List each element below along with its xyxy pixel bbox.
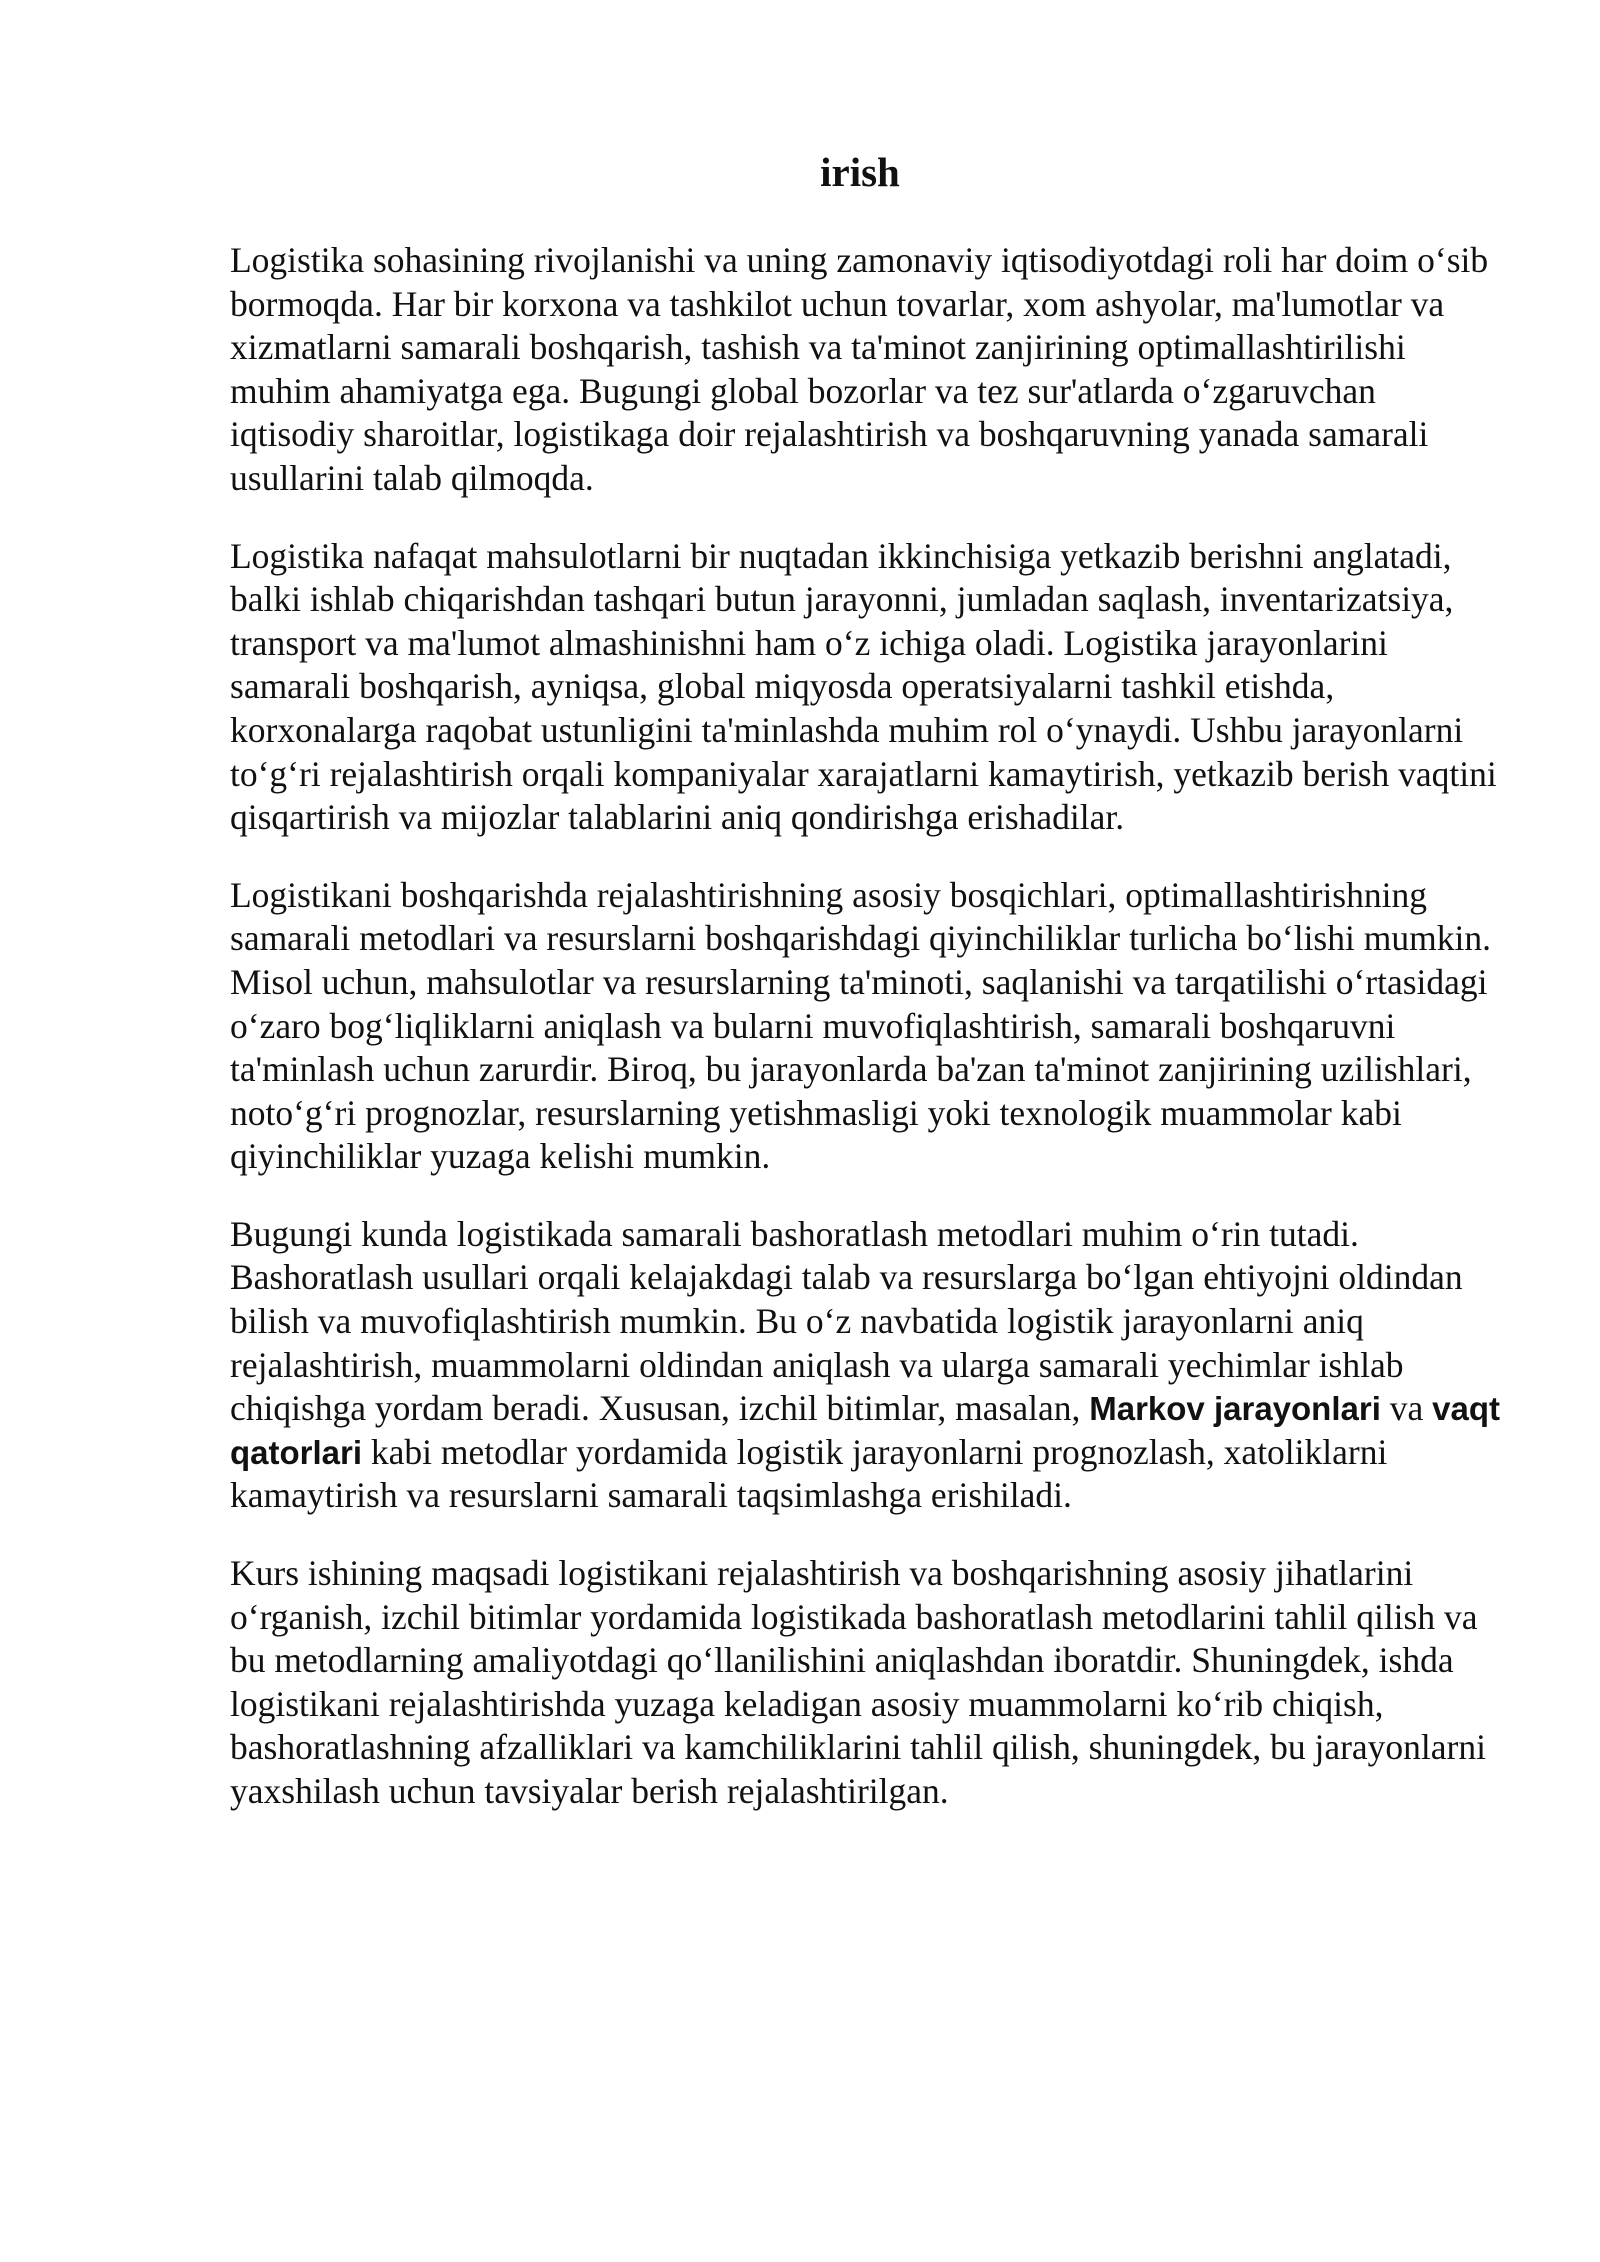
document-body [230, 239, 1500, 1848]
paragraph-1: Logistika sohasining rivojlanishi va uning zamonaviy iqtisodiyotdagi roli har doim o‘sib bormoqda. Har bir korxona va tashkilot uchun tovarlar, xom ashyolar, ma'lumotlar va xizmatlarni samarali boshqarish, tashish va ta'minot zanjirining optimallashtirilishi muhim ahamiyatga ega. Bugungi global bozorlar va tez sur'atlarda o‘zgaruvchan iqtisodiy sharoitlar, logistikaga doir rejalashtirish va boshqaruvning yanada samarali usullarini talab qilmoqda. [230, 240, 1489, 498]
paragraph-5: Kurs ishining maqsadi logistikani rejalashtirish va boshqarishning asosiy jihatlarini o‘rganish, izchil bitimlar yordamida logistikada bashoratlash metodlarini tahlil qilish va bu metodlarning amaliyotdagi qo‘llanilishini aniqlashdan iboratdir. Shuningdek, ishda logistikani rejalashtirishda yuzaga keladigan asosiy muammolarni ko‘rib chiqish, bashoratlashning afzalliklari va kamchiliklarini tahlil qilish, shuningdek, bu jarayonlarni yaxshilash uchun tavsiyalar berish rejalashtirilgan. [230, 1553, 1486, 1811]
paragraph-2: Logistika nafaqat mahsulotlarni bir nuqtadan ikkinchisiga yetkazib berishni anglatadi, balki ishlab chiqarishdan tashqari butun jarayonni, jumladan saqlash, inventarizatsiya, transport va ma'lumot almashinishni ham o‘z ichiga oladi. Logistika jarayonlarini samarali boshqarish, ayniqsa, global miqyosda operatsiyalarni tashkil etishda, korxonalarga raqobat ustunligini ta'minlashda muhim rol o‘ynaydi. Ushbu jarayonlarni to‘g‘ri rejalashtirish orqali kompaniyalar xarajatlarni kamaytirish, yetkazib berish vaqtini qisqartirish va mijozlar talablarini aniq qondirishga erishadilar. [230, 535, 1497, 838]
paragraph-4-text-after: kabi metodlar yordamida logistik jarayonlarni prognozlash, xatoliklarni kamaytirish va resurslarni samarali taqsimlashga erishiladi. [230, 1431, 1388, 1516]
bold-term-time-series: vaqt qatorlari [230, 1390, 1500, 1471]
paragraph-4-text-before: Bugungi kunda logistikada samarali bashoratlash metodlari muhim o‘rin tutadi. Bashoratlash usullari orqali kelajakdagi talab va resurslarga bo‘lgan ehtiyojni oldindan bilish va muvofiqlashtirish mumkin. Bu o‘z navbatida logistik jarayonlarni aniq rejalashtirish, muammolarni oldindan aniqlash va ularga samarali yechimlar ishlab chiqishga yordam beradi. Xususan, izchil bitimlar, masalan, [230, 1213, 1463, 1429]
paragraph-4 [230, 1213, 1500, 1518]
bold-term-markov: Markov jarayonlari [1089, 1390, 1381, 1428]
document-title: irish [820, 149, 900, 195]
paragraph-3: Logistikani boshqarishda rejalashtirishning asosiy bosqichlari, optimallashtirishning samarali metodlari va resurslarni boshqarishdagi qiyinchiliklar turlicha bo‘lishi mumkin. Misol uchun, mahsulotlar va resurslarning ta'minoti, saqlanishi va tarqatilishi o‘rtasidagi o‘zaro bog‘liqliklarni aniqlash va bularni muvofiqlashtirish, samarali boshqaruvni ta'minlash uchun zarurdir. Biroq, bu jarayonlarda ba'zan ta'minot zanjirining uzilishlari, noto‘g‘ri prognozlar, resurslarning yetishmasligi yoki texnologik muammolar kabi qiyinchiliklar yuzaga kelishi mumkin. [230, 874, 1491, 1177]
paragraph-4-text-middle: va [1380, 1388, 1433, 1429]
